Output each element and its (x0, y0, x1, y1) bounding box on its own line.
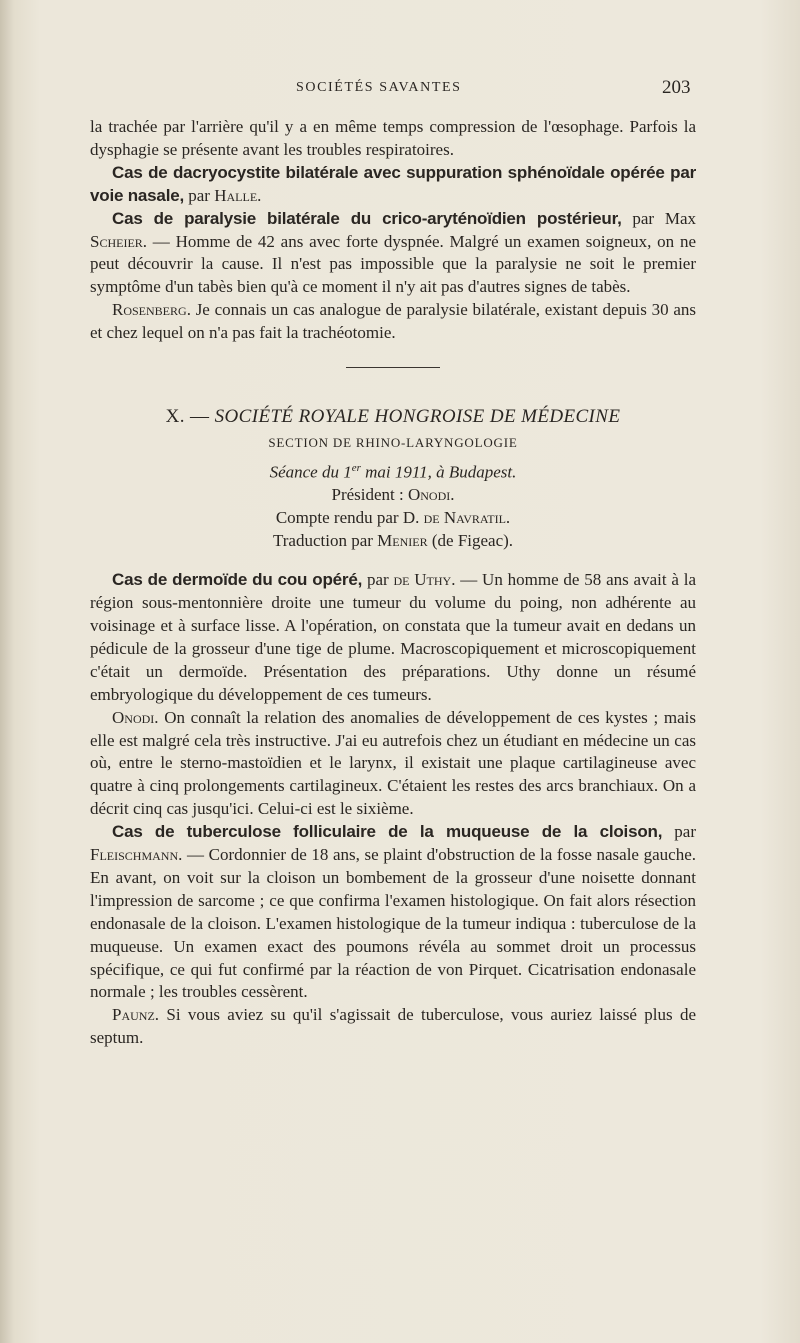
punctuation: . (257, 185, 262, 205)
discussion-onodi (90, 707, 696, 822)
author-name: de Uthy (393, 570, 452, 590)
president-line (90, 484, 696, 507)
punctuation: . (505, 508, 511, 528)
by-text: par (662, 822, 696, 842)
case-text: . — Un homme de 58 ans avait à la région sous-mentonnière droite une tumeur du volume du poing, non adhérente au voisinage et à surface lisse. A l'opération, on constata que la tumeur avait en dedans un pédicule de la grosseur d'une tige de plume. Macroscopiquement et microscopiquement c'était un dermoïde. Présentation des préparations. Uthy donne un résumé embryologique du développement de ces tumeurs. (90, 570, 697, 704)
subsection-title: SECTION DE RHINO-LARYNGOLOGIE (268, 434, 518, 450)
discussion-paunz (90, 1004, 696, 1050)
by-text: par (621, 208, 665, 228)
speaker-name: Rosenberg (112, 300, 187, 320)
by-text: par (184, 185, 215, 205)
case-text: . — Cordonnier de 18 ans, se plaint d'obstruction de la fosse nasale gauche. En avant, on voit sur la cloison un bombement de la grosseur d'une noisette donnant l'impression de sarcome ; ce que confirma l'examen histologique. On fait alors résection endonasale de la cloison. L'examen histologique de la tumeur indiqua : tuberculose de la muqueuse. Un examen exact des poumons révéla au sommet droit un processus spécifique, ce qui fut confirmé par la réaction de von Pirquet. Cicatrisation endonasale normale ; les troubles cessèrent. (90, 845, 696, 1002)
punctuation: . (450, 485, 455, 505)
traduction-line (90, 530, 696, 553)
author-first-name: Max (664, 208, 696, 228)
by-text: par (362, 570, 394, 590)
president-name: Onodi (407, 485, 451, 505)
seance-date-sup: er (351, 461, 361, 474)
discussion-text: . On connaît la relation des anomalies de développement de ces kystes ; mais elle est malgré cela très instructive. J'ai eu autrefois chez un étudiant en médecine un cas où, entre le sterno-mastoïdien et le larynx, il existait une plaque cartilagineuse avec quatre à cinq prolongements cartilagineux. C'étaient les restes des arcs branchiaux. On a décrit cinq cas jusqu'ici. Celui-ci est le sixième. (90, 707, 696, 819)
case-halle (90, 162, 696, 208)
paragraph-continuation: la trachée par l'arrière qu'il y a en même temps compression de l'œsophage. Parfois la dysphagie se présente avant les troubles respiratoires. (90, 117, 696, 159)
seance-date-post: mai 1911, à Budapest. (360, 462, 517, 482)
case-title: Cas de paralysie bilatérale du crico-aryténoïdien postérieur, (112, 208, 622, 228)
case-title: Cas de tuberculose folliculaire de la muqueuse de la cloison, (112, 822, 663, 842)
discussion-text: . Si vous aviez su qu'il s'agissait de tuberculose, vous auriez laissé plus de septum. (90, 1005, 696, 1048)
discussion-rosenberg (90, 299, 696, 345)
case-uthy (90, 569, 696, 706)
author-name: Scheier (90, 231, 143, 251)
compte-rendu-line (90, 507, 696, 530)
case-title: Cas de dacryocystite bilatérale avec suppuration sphénoïdale opérée par voie nasale, (90, 162, 696, 205)
traduction-label: Traduction par (272, 531, 378, 551)
case-text: . — Homme de 42 ans avec forte dyspnée. Malgré un examen soigneux, on ne peut découvrir la cause. Il n'est pas impossible que la paralysie ne soit le premier symptôme d'un tabès bien qu'à ce moment il n'y ait pas d'autres signes de tabès. (90, 231, 696, 297)
case-title: Cas de dermoïde du cou opéré, (112, 570, 363, 590)
compte-rendu-label: Compte rendu par D. (275, 508, 424, 528)
section-title (90, 406, 696, 429)
president-label: Président : (331, 485, 408, 505)
case-scheier (90, 208, 696, 300)
section-divider (346, 367, 440, 368)
section-name: SOCIÉTÉ ROYALE HONGROISE DE MÉDECINE (214, 406, 621, 428)
author-name: Halle (214, 185, 258, 205)
author-name: Fleischmann (90, 845, 179, 865)
seance-line (90, 457, 696, 485)
speaker-name: Paunz (112, 1005, 155, 1025)
traduction-end: (de Figeac). (427, 531, 514, 551)
traduction-author: Menier (377, 531, 428, 551)
spacer (90, 553, 696, 569)
compte-rendu-author: de Navratil (423, 508, 506, 528)
page-number: 203 (662, 77, 691, 98)
discussion-text: . Je connais un cas analogue de paralysie bilatérale, existant depuis 30 ans et chez lequel on n'a pas fait la trachéotomie. (90, 300, 696, 343)
page-content (90, 116, 696, 1050)
case-fleischmann (90, 821, 696, 1004)
speaker-name: Onodi (112, 707, 155, 727)
seance-date-pre: Séance du 1 (269, 462, 352, 482)
running-head: SOCIÉTÉS SAVANTES (296, 80, 462, 95)
page-header (0, 78, 800, 102)
section-number: X. — (165, 406, 215, 428)
